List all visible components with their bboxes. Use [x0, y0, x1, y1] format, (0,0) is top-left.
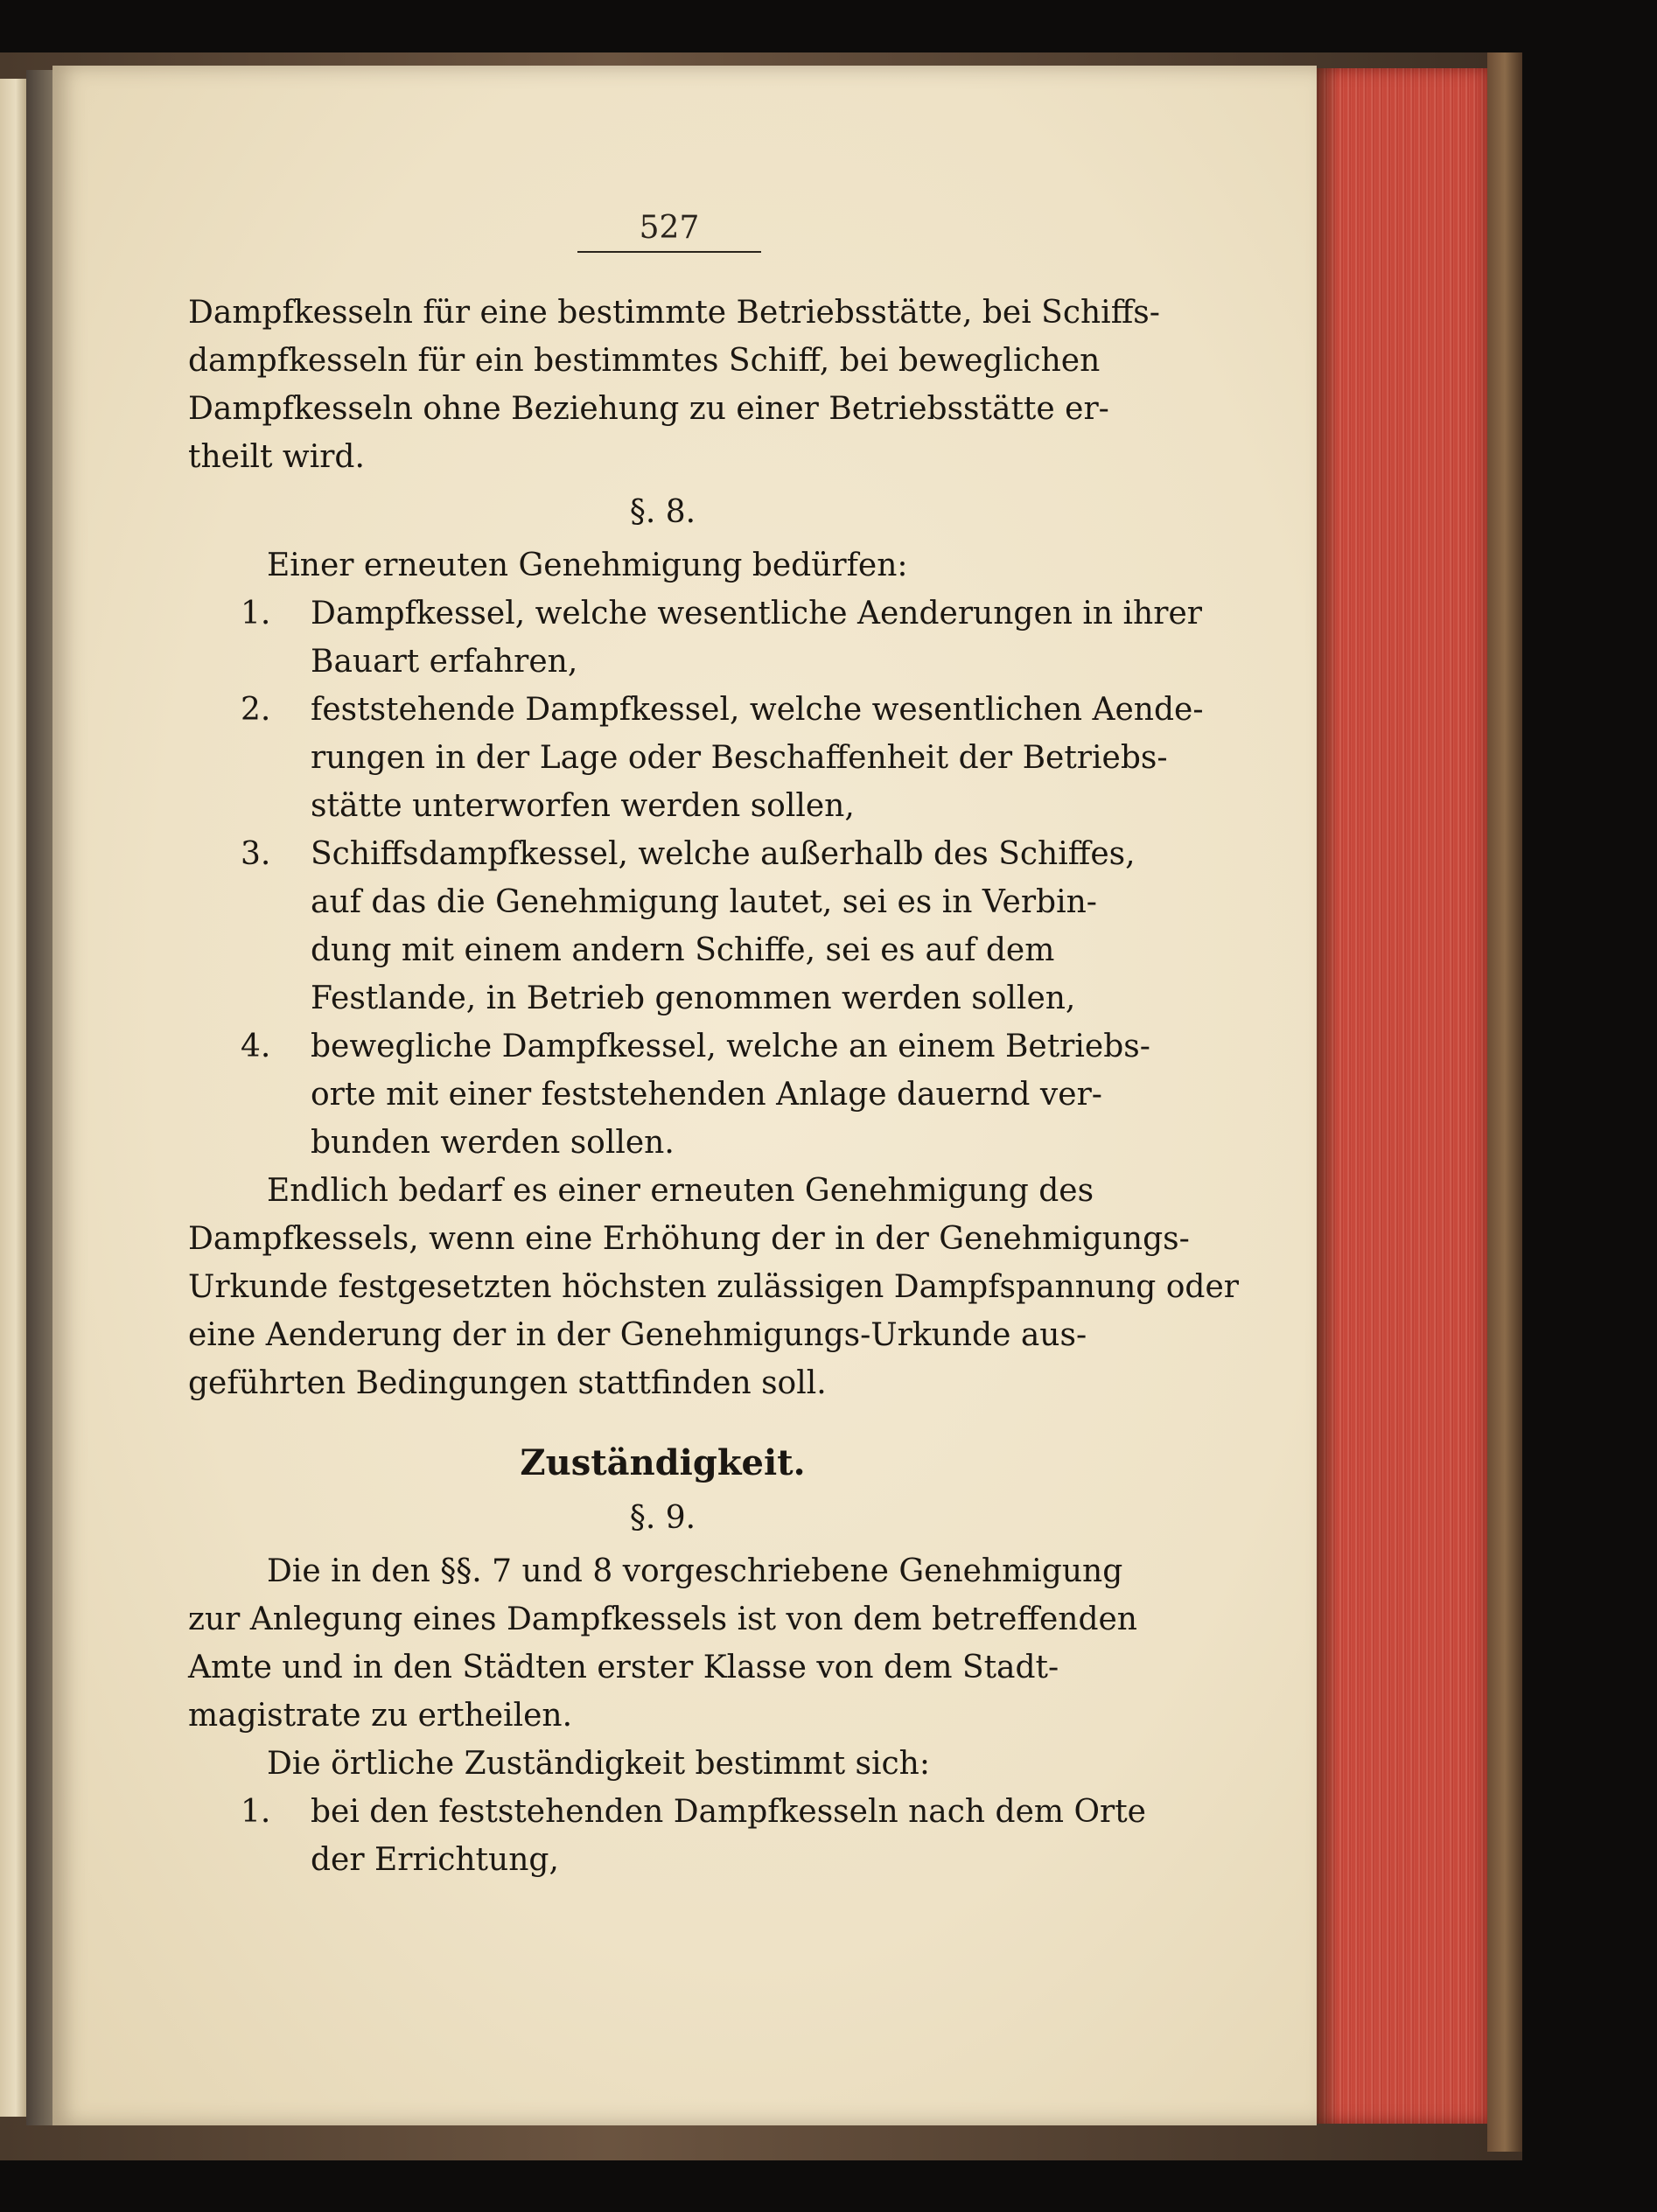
text-line: dampfkesseln für ein bestimmtes Schiff, bei beweglichen [188, 343, 1101, 379]
text-line: dung mit einem andern Schiffe, sei es auf dem [311, 932, 1055, 968]
section-9-label: §. 9. [629, 1500, 696, 1536]
text-line: Dampfkesseln ohne Beziehung zu einer Betriebsstätte er- [188, 391, 1109, 427]
section-8-closing [188, 1167, 1239, 1407]
page-text [188, 289, 1239, 1884]
text-line: feststehende Dampfkessel, welche wesentlichen Aende- [311, 692, 1204, 728]
heading-zustaendigkeit: Zuständigkeit. [520, 1442, 806, 1483]
text-line: Die in den §§. 7 und 8 vorgeschriebene Genehmigung [267, 1553, 1123, 1589]
section-8-label: §. 8. [629, 494, 696, 530]
text-line: Dampfkessel, welche wesentliche Aenderungen in ihrer [311, 596, 1202, 632]
left-page-edge [0, 79, 26, 2117]
item-body [311, 590, 1202, 686]
section-9-lead: Die örtliche Zuständigkeit bestimmt sich: [267, 1746, 930, 1782]
text-line: Dampfkesseln für eine bestimmte Betriebsstätte, bei Schiffs- [188, 295, 1160, 331]
text-line: geführten Bedingungen stattfinden soll. [188, 1365, 827, 1401]
item-number: 4. [241, 1029, 271, 1064]
text-line: Urkunde festgesetzten höchsten zulässigen Dampfspannung oder [188, 1269, 1239, 1305]
text-line: rungen in der Lage oder Beschaffenheit der Betriebs- [311, 740, 1168, 776]
text-line: eine Aenderung der in der Genehmigungs-Urkunde aus- [188, 1317, 1087, 1353]
item-body [311, 830, 1137, 1022]
text-line: Endlich bedarf es einer erneuten Genehmigung des [267, 1173, 1094, 1209]
intro-paragraph [188, 289, 1160, 481]
text-line: Festlande, in Betrieb genommen werden sollen, [311, 980, 1076, 1016]
item-number: 1. [241, 596, 271, 632]
item-body [311, 1022, 1150, 1167]
list-item [188, 1788, 1146, 1884]
text-line: bunden werden sollen. [311, 1125, 675, 1161]
text-line: bewegliche Dampfkessel, welche an einem Betriebs- [311, 1029, 1150, 1064]
text-line: Dampfkessels, wenn eine Erhöhung der in der Genehmigungs- [188, 1221, 1190, 1257]
section-9-paragraph [188, 1547, 1137, 1740]
book-binding-right [1487, 52, 1522, 2152]
text-line: Schiffsdampfkessel, welche außerhalb des Schiffes, [311, 836, 1136, 872]
list-item [188, 830, 1137, 1022]
text-line: Bauart erfahren, [311, 644, 578, 680]
text-line: auf das die Genehmigung lautet, sei es in Verbin- [311, 884, 1097, 920]
text-line: Amte und in den Städten erster Klasse von dem Stadt- [188, 1650, 1059, 1685]
text-line: zur Anlegung eines Dampfkessels ist von dem betreffenden [188, 1601, 1137, 1637]
item-body [311, 686, 1203, 830]
item-number: 2. [241, 692, 271, 728]
text-line: orte mit einer feststehenden Anlage dauernd ver- [311, 1077, 1102, 1113]
list-item [188, 686, 1204, 830]
text-line: der Errichtung, [311, 1842, 559, 1878]
text-line: magistrate zu ertheilen. [188, 1698, 573, 1734]
item-number: 3. [241, 836, 271, 872]
list-item [188, 1022, 1150, 1167]
text-line: stätte unterworfen werden sollen, [311, 788, 855, 824]
item-body [311, 1788, 1146, 1884]
page-number: 527 [577, 210, 761, 253]
text-line: theilt wird. [188, 439, 365, 475]
red-page-edges [1312, 68, 1487, 2124]
item-number: 1. [241, 1794, 271, 1830]
list-item [188, 590, 1202, 686]
text-line: bei den feststehenden Dampfkesseln nach dem Orte [311, 1794, 1146, 1830]
section-8-lead: Einer erneuten Genehmigung bedürfen: [267, 548, 908, 583]
